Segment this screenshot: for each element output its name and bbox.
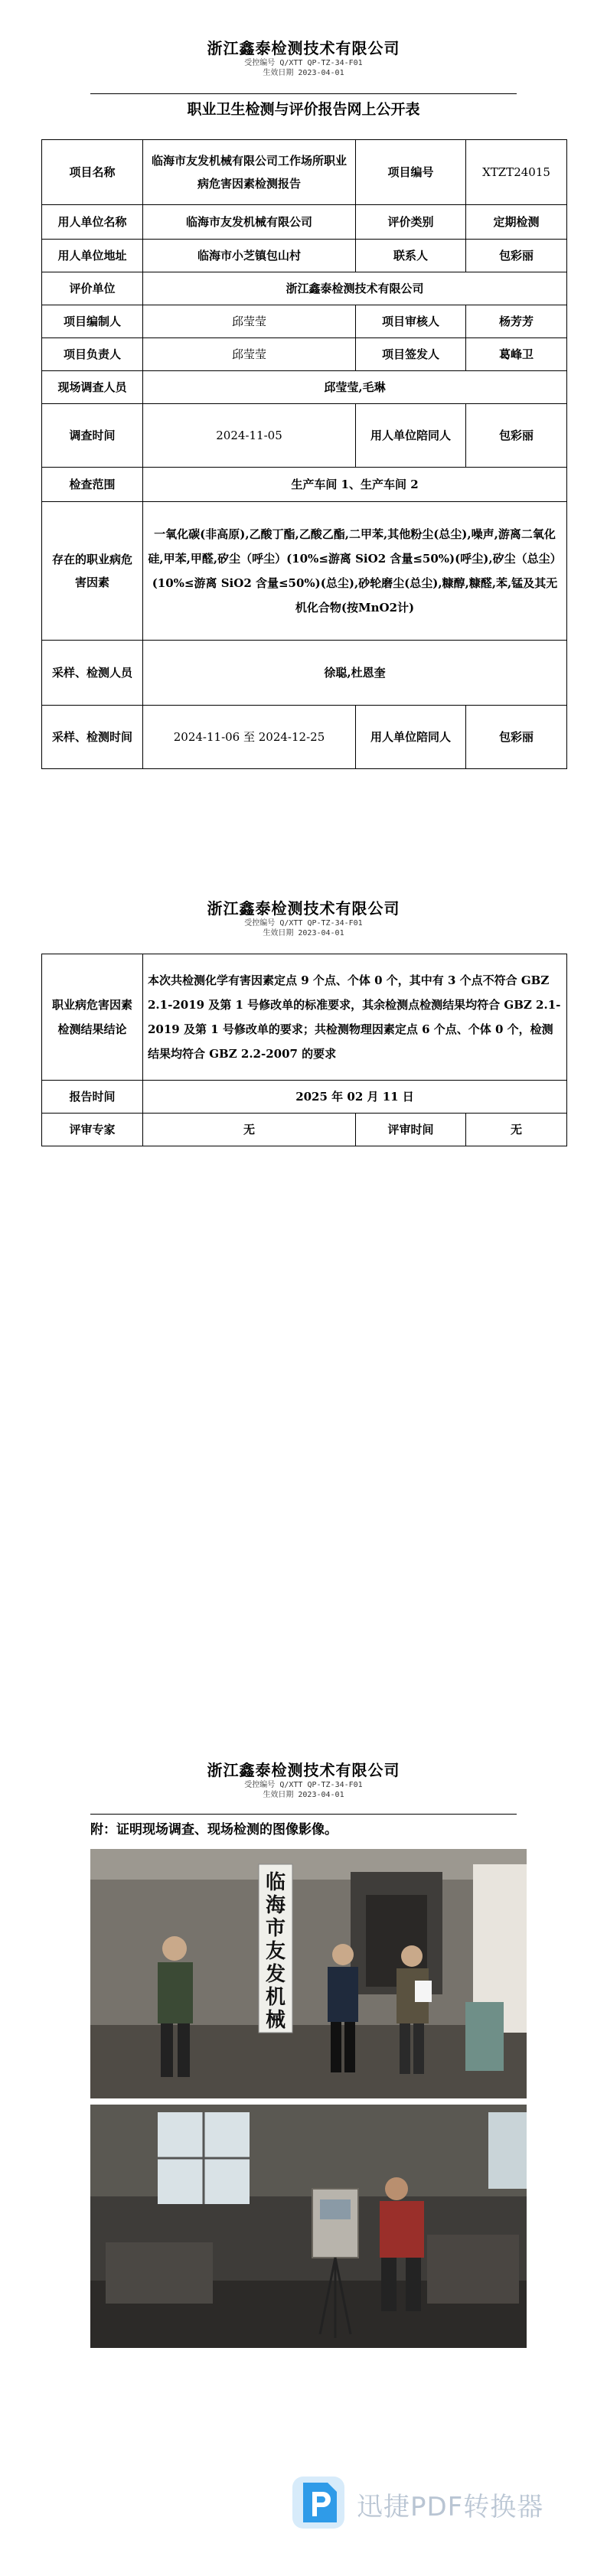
sampler-label: 采样、检测人员 bbox=[42, 641, 143, 706]
effective-date: 生效日期 2023-04-01 bbox=[263, 69, 344, 77]
sample-time: 2024-11-06 至 2024-12-25 bbox=[143, 706, 356, 769]
company-name: 浙江鑫泰检测技术有限公司 bbox=[207, 39, 400, 57]
page-3 bbox=[0, 1717, 607, 2576]
review-time: 无 bbox=[466, 1114, 567, 1146]
survey-time-label: 调查时间 bbox=[42, 404, 143, 468]
table-row bbox=[42, 371, 567, 404]
table-row bbox=[42, 305, 567, 338]
expert: 无 bbox=[143, 1114, 356, 1146]
compiler-label: 项目编制人 bbox=[42, 305, 143, 338]
sampler: 徐聪,杜恩奎 bbox=[143, 641, 567, 706]
header-divider bbox=[90, 1814, 517, 1815]
contact: 包彩丽 bbox=[466, 240, 567, 272]
svg-text:友: 友 bbox=[265, 1940, 286, 1963]
header-divider bbox=[90, 93, 517, 94]
issuer: 葛峰卫 bbox=[466, 338, 567, 371]
table-row bbox=[42, 140, 567, 205]
leader: 邱莹莹 bbox=[143, 338, 356, 371]
page-header bbox=[90, 38, 517, 78]
accompany2-label: 用人单位陪同人 bbox=[356, 706, 466, 769]
report-title: 职业卫生检测与评价报告网上公开表 bbox=[187, 101, 420, 118]
company-name: 浙江鑫泰检测技术有限公司 bbox=[207, 899, 400, 918]
issuer-label: 项目签发人 bbox=[356, 338, 466, 371]
reviewer: 杨芳芳 bbox=[466, 305, 567, 338]
site-measurement-photo bbox=[90, 2105, 527, 2348]
review-time-label: 评审时间 bbox=[356, 1114, 466, 1146]
svg-text:机: 机 bbox=[265, 1986, 286, 2009]
accompany: 包彩丽 bbox=[466, 404, 567, 468]
surveyor: 邱莹莹,毛琳 bbox=[143, 371, 567, 404]
hazards-label: 存在的职业病危害因素 bbox=[42, 502, 143, 641]
project-name-label: 项目名称 bbox=[42, 140, 143, 205]
scope: 生产车间 1、生产车间 2 bbox=[143, 468, 567, 502]
compiler: 邱莹莹 bbox=[143, 305, 356, 338]
sample-time-label: 采样、检测时间 bbox=[42, 706, 143, 769]
report-time: 2025 年 02 月 11 日 bbox=[143, 1081, 567, 1114]
pdf-converter-logo-icon bbox=[289, 2473, 348, 2532]
svg-text:械: 械 bbox=[265, 2009, 286, 2032]
svg-text:临: 临 bbox=[265, 1871, 286, 1894]
svg-text:海: 海 bbox=[265, 1894, 286, 1917]
page-header bbox=[90, 1760, 517, 1800]
table-row bbox=[42, 205, 567, 240]
page-header bbox=[90, 898, 517, 938]
table-row bbox=[42, 240, 567, 272]
table-row bbox=[42, 954, 567, 1081]
table-row bbox=[42, 1081, 567, 1114]
employer-label: 用人单位名称 bbox=[42, 205, 143, 240]
site-survey-illustration bbox=[90, 1849, 527, 2098]
page-1 bbox=[0, 0, 607, 859]
site-measurement-illustration bbox=[90, 2105, 527, 2348]
pdf-converter-watermark bbox=[289, 2472, 573, 2533]
address: 临海市小芝镇包山村 bbox=[143, 240, 356, 272]
site-survey-photo bbox=[90, 1849, 527, 2098]
table-row bbox=[42, 641, 567, 706]
effective-date: 生效日期 2023-04-01 bbox=[263, 1791, 344, 1799]
accompany2: 包彩丽 bbox=[466, 706, 567, 769]
conclusion-table bbox=[41, 954, 567, 1146]
contact-label: 联系人 bbox=[356, 240, 466, 272]
project-no-label: 项目编号 bbox=[356, 140, 466, 205]
effective-date: 生效日期 2023-04-01 bbox=[263, 929, 344, 937]
reviewer-label: 项目审核人 bbox=[356, 305, 466, 338]
survey-time: 2024-11-05 bbox=[143, 404, 356, 468]
table-row bbox=[42, 404, 567, 468]
table-row bbox=[42, 1114, 567, 1146]
conclusion-text: 本次共检测化学有害因素定点 9 个点、个体 0 个，其中有 3 个点不符合 GBZ 2.1-2019 及第 1 号修改单的标准要求，其余检测点检测结果均符合 GBZ 2.1-2019 及第 1 号修改单的要求；共检测物理因素定点 6 个点、个体 0 个，检测结果均符合 GBZ 2.2-2007 的要求 bbox=[143, 954, 567, 1081]
pdf-converter-text: 迅捷PDF转换器 bbox=[357, 2492, 544, 2522]
company-name: 浙江鑫泰检测技术有限公司 bbox=[207, 1761, 400, 1779]
table-row bbox=[42, 272, 567, 305]
leader-label: 项目负责人 bbox=[42, 338, 143, 371]
project-name: 临海市友发机械有限公司工作场所职业病危害因素检测报告 bbox=[143, 140, 356, 205]
report-table bbox=[41, 139, 567, 769]
table-row bbox=[42, 502, 567, 641]
svg-text:发: 发 bbox=[265, 1963, 286, 1986]
svg-text:市: 市 bbox=[265, 1917, 286, 1940]
eval-unit-label: 评价单位 bbox=[42, 272, 143, 305]
hazards: 一氧化碳(非高原),乙酸丁酯,乙酸乙酯,二甲苯,其他粉尘(总尘),噪声,游离二氧化硅,甲苯,甲醛,矽尘（呼尘）(10%≤游离 SiO2 含量≤50%)(呼尘),矽尘（总尘）(10%≤游离 SiO2 含量≤50%)(总尘),砂轮磨尘(总尘),糠醇,糠醛,苯,锰及其无机化合物(按MnO2计) bbox=[143, 502, 567, 641]
conclusion-label: 职业病危害因素检测结果结论 bbox=[42, 954, 143, 1081]
report-time-label: 报告时间 bbox=[42, 1081, 143, 1114]
eval-type: 定期检测 bbox=[466, 205, 567, 240]
attachment-note: 附：证明现场调查、现场检测的图像影像。 bbox=[90, 1822, 338, 1837]
control-number: 受控编号 Q/XTT QP-TZ-34-F01 bbox=[244, 59, 363, 67]
surveyor-label: 现场调查人员 bbox=[42, 371, 143, 404]
project-no: XTZT24015 bbox=[466, 140, 567, 205]
control-number: 受控编号 Q/XTT QP-TZ-34-F01 bbox=[244, 919, 363, 928]
employer: 临海市友发机械有限公司 bbox=[143, 205, 356, 240]
control-number: 受控编号 Q/XTT QP-TZ-34-F01 bbox=[244, 1781, 363, 1789]
table-row bbox=[42, 706, 567, 769]
table-row bbox=[42, 338, 567, 371]
eval-unit: 浙江鑫泰检测技术有限公司 bbox=[143, 272, 567, 305]
address-label: 用人单位地址 bbox=[42, 240, 143, 272]
eval-type-label: 评价类别 bbox=[356, 205, 466, 240]
table-row bbox=[42, 468, 567, 502]
accompany-label: 用人单位陪同人 bbox=[356, 404, 466, 468]
expert-label: 评审专家 bbox=[42, 1114, 143, 1146]
scope-label: 检查范围 bbox=[42, 468, 143, 502]
page-2 bbox=[0, 859, 607, 1717]
